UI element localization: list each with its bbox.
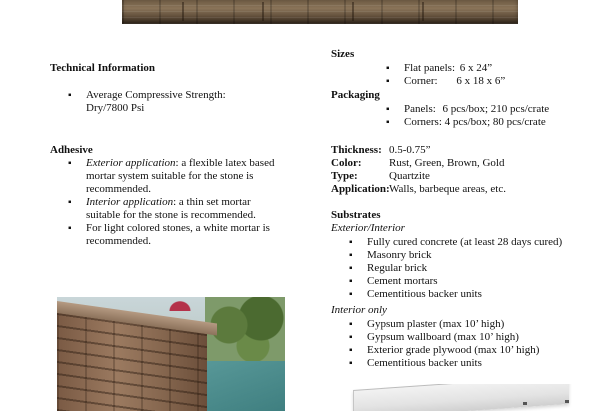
- technical-list: [86, 89, 286, 115]
- exterior-interior-label: Exterior/Interior: [331, 222, 405, 234]
- list-item: ▪ Corner: 6 x 18 x 6”: [404, 75, 594, 88]
- list-item: ▪ Interior application: a thin set mortar suitable for the stone is recommended.: [86, 196, 308, 222]
- sizes-heading: Sizes: [331, 48, 355, 60]
- adhesive-heading: Adhesive: [50, 144, 93, 156]
- packaging-list: [404, 103, 594, 129]
- spec-row: Application: Walls, barbeque areas, etc.: [331, 183, 506, 195]
- technical-heading: Technical Information: [50, 62, 156, 74]
- spec-row: Thickness: 0.5-0.75”: [331, 144, 431, 156]
- list-item: ▪ Cementitious backer units: [367, 357, 597, 370]
- list-item: ▪ Cementitious backer units: [367, 288, 597, 301]
- sizes-list: [404, 62, 594, 88]
- list-item: ▪ Cement mortars: [367, 275, 597, 288]
- interior-substrates-list: [367, 318, 597, 370]
- list-item: ▪ Exterior grade plywood (max 10’ high): [367, 344, 597, 357]
- list-item: ▪ For light colored stones, a white mortar is recommended.: [86, 222, 308, 248]
- list-item: ▪ Average Compressive Strength: Dry/7800 Psi: [86, 89, 286, 115]
- interior-only-label: Interior only: [331, 304, 387, 316]
- stone-panel-image: [122, 0, 518, 24]
- list-item: ▪ Gypsum wallboard (max 10’ high): [367, 331, 597, 344]
- list-item: ▪ Gypsum plaster (max 10’ high): [367, 318, 597, 331]
- spec-row: Color: Rust, Green, Brown, Gold: [331, 157, 505, 169]
- spec-row: Type: Quartzite: [331, 170, 430, 182]
- adhesive-list: [86, 157, 308, 248]
- list-item: ▪ Flat panels: 6 x 24”: [404, 62, 594, 75]
- specs-table: [331, 144, 596, 196]
- list-item: ▪ Masonry brick: [367, 249, 597, 262]
- packaging-heading: Packaging: [331, 89, 380, 101]
- list-item: ▪ Panels: 6 pcs/box; 210 pcs/crate: [404, 103, 594, 116]
- stone-wall-photo: [57, 297, 285, 411]
- list-item: ▪ Exterior application: a flexible latex based mortar system suitable for the stone is recommended.: [86, 157, 308, 196]
- list-item: ▪ Fully cured concrete (at least 28 days cured): [367, 236, 597, 249]
- substrates-heading: Substrates: [331, 209, 381, 221]
- exterior-substrates-list: [367, 236, 597, 301]
- list-item: ▪ Regular brick: [367, 262, 597, 275]
- corner-panel-image: [345, 384, 573, 411]
- list-item: ▪ Corners: 4 pcs/box; 80 pcs/crate: [404, 116, 594, 129]
